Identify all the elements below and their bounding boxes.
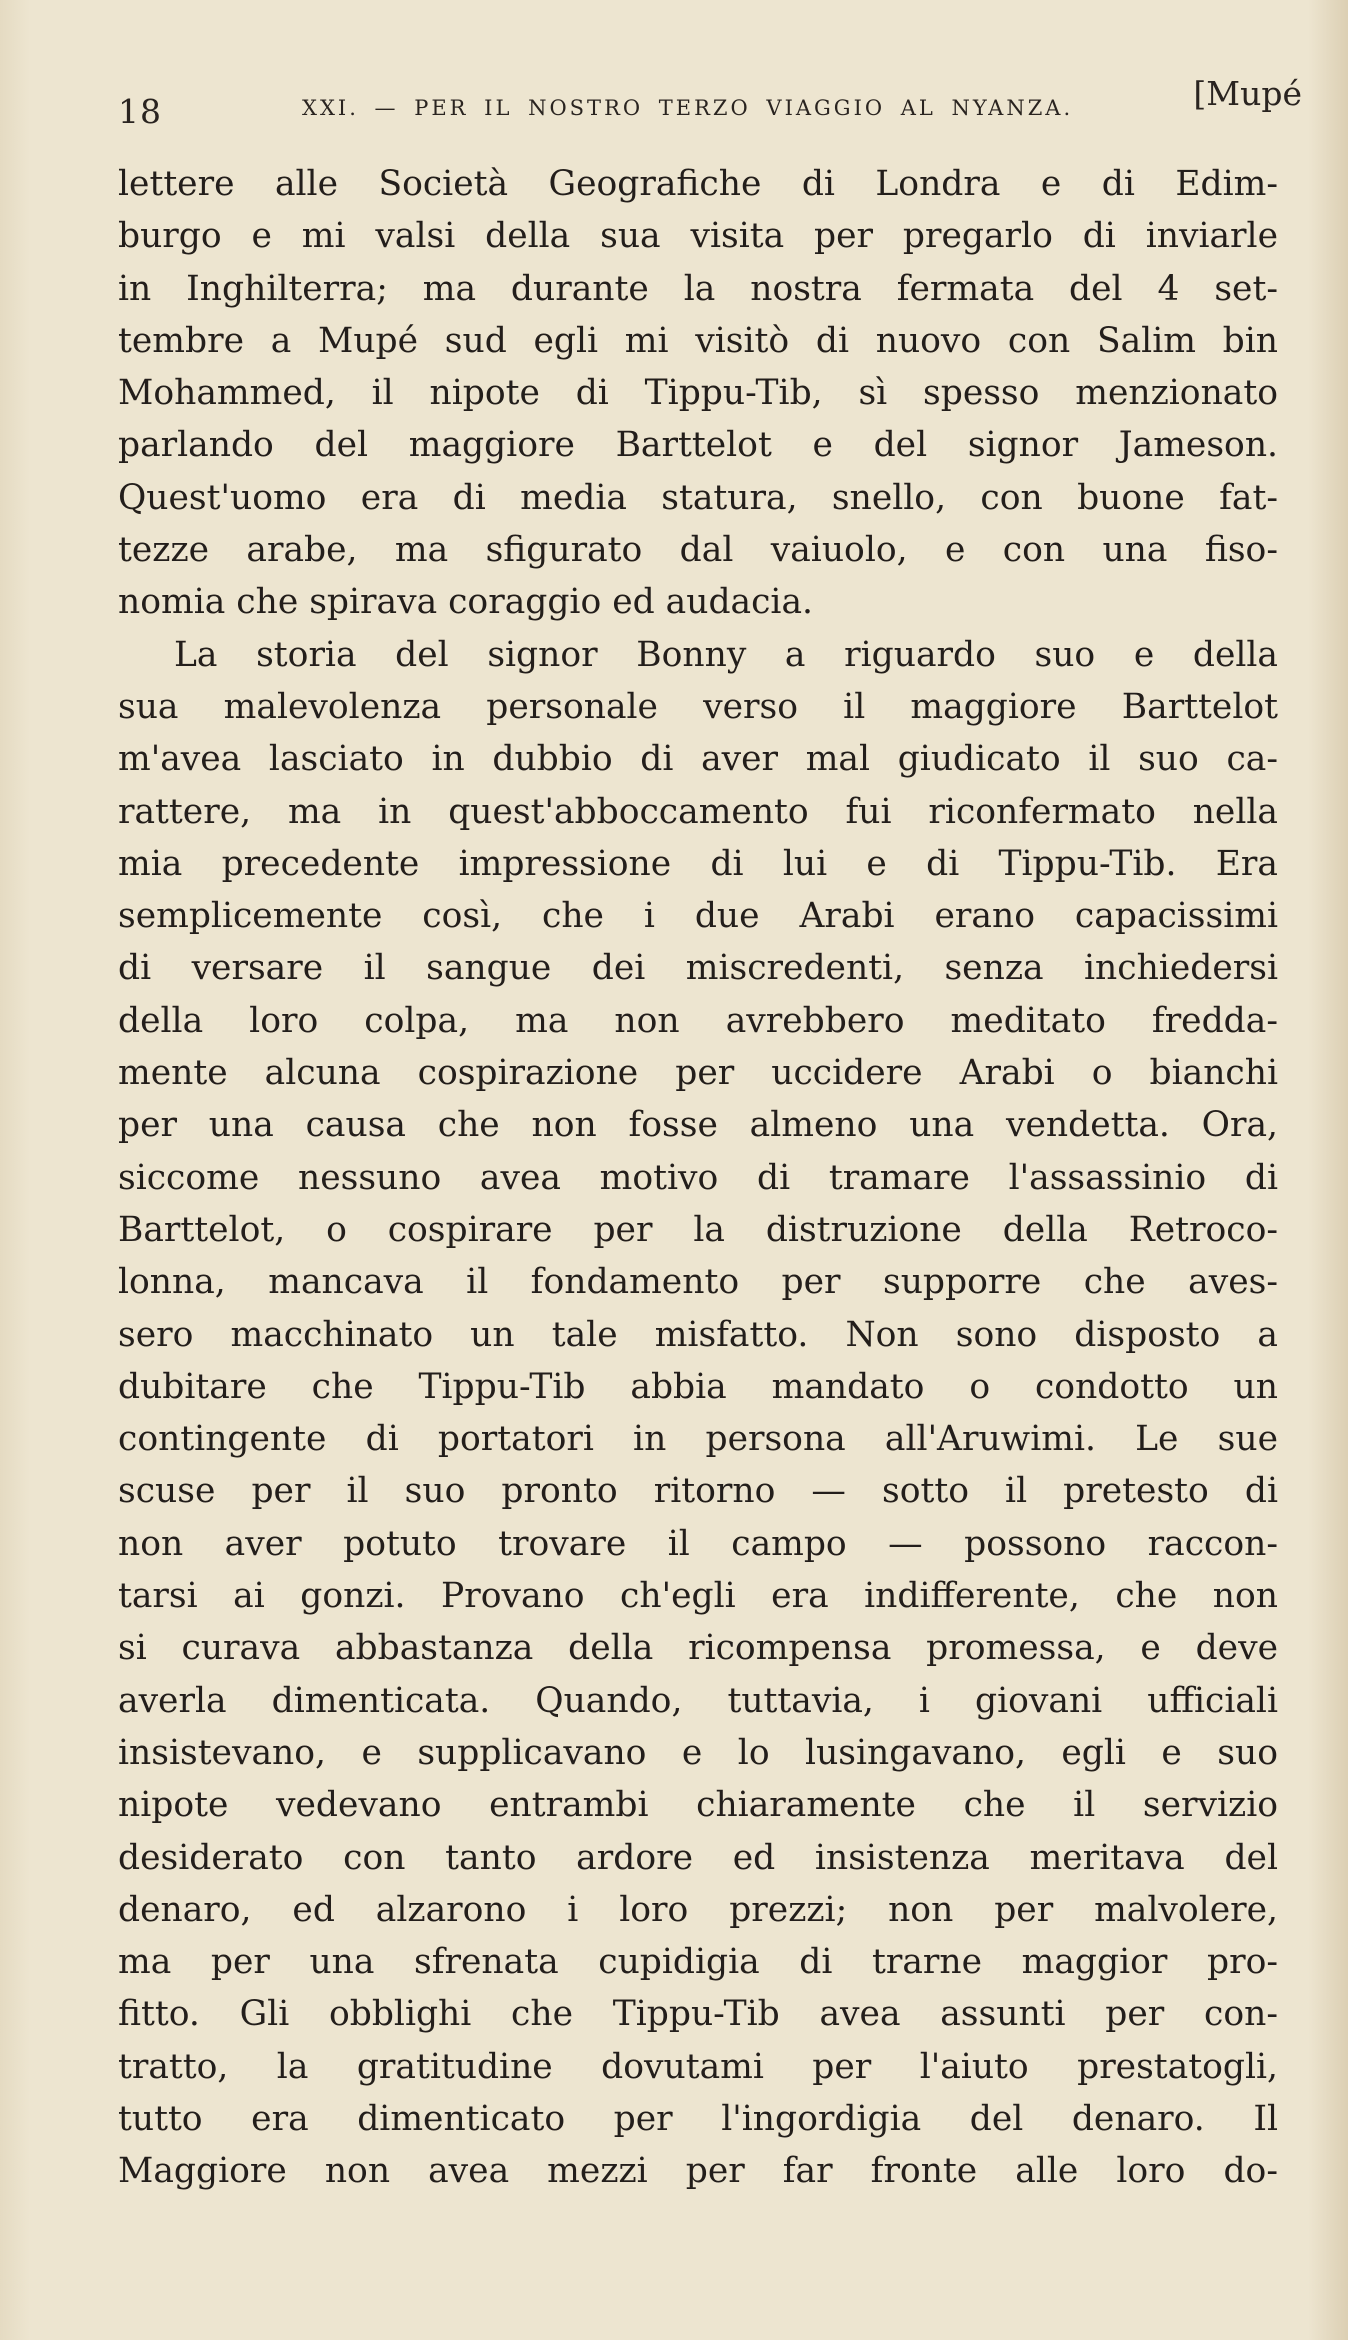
text-line: tratto, la gratitudine dovutami per l'aiuto prestatogli, — [118, 2046, 1278, 2087]
paragraph-2 — [118, 629, 1278, 2198]
body-text — [118, 158, 1278, 2198]
text-line: desiderato con tanto ardore ed insistenza meritava del — [118, 1837, 1278, 1878]
text-line: nomia che spirava coraggio ed audacia. — [118, 582, 814, 623]
text-line: di versare il sangue dei miscredenti, senza inchiedersi — [118, 948, 1278, 989]
text-line: m'avea lasciato in dubbio di aver mal giudicato il suo ca- — [118, 739, 1278, 780]
text-line: della loro colpa, ma non avrebbero meditato fredda- — [118, 1000, 1278, 1041]
text-line: in Inghilterra; ma durante la nostra fermata del 4 set- — [118, 268, 1278, 309]
text-line: lonna, mancava il fondamento per supporre che aves- — [118, 1262, 1278, 1303]
text-line: tarsi ai gonzi. Provano ch'egli era indifferente, che non — [118, 1576, 1278, 1617]
text-line: insistevano, e supplicavano e lo lusingavano, egli e suo — [118, 1732, 1278, 1773]
text-line: per una causa che non fosse almeno una vendetta. Ora, — [118, 1105, 1278, 1146]
text-line: averla dimenticata. Quando, tuttavia, i giovani ufficiali — [118, 1680, 1278, 1721]
section-tag: [Mupé — [1193, 74, 1302, 113]
text-line: Quest'uomo era di media statura, snello, con buone fat- — [118, 477, 1278, 518]
text-line: contingente di portatori in persona all'Aruwimi. Le sue — [118, 1419, 1278, 1460]
text-line: Mohammed, il nipote di Tippu-Tib, sì spesso menzionato — [118, 373, 1278, 414]
page-number: 18 — [118, 92, 162, 131]
text-line: semplicemente così, che i due Arabi erano capacissimi — [118, 896, 1278, 937]
text-line: sero macchinato un tale misfatto. Non sono disposto a — [118, 1314, 1278, 1355]
paragraph-1 — [118, 158, 1278, 629]
text-line: tembre a Mupé sud egli mi visitò di nuovo con Salim bin — [118, 320, 1278, 361]
text-line: mente alcuna cospirazione per uccidere Arabi o bianchi — [118, 1053, 1278, 1094]
text-line: parlando del maggiore Barttelot e del signor Jameson. — [118, 425, 1278, 466]
text-line: tutto era dimenticato per l'ingordigia del denaro. Il — [118, 2098, 1278, 2139]
text-line: sua malevolenza personale verso il maggiore Barttelot — [118, 686, 1278, 727]
text-line: si curava abbastanza della ricompensa promessa, e deve — [118, 1628, 1278, 1669]
text-line: lettere alle Società Geografiche di Londra e di Edim- — [118, 164, 1278, 204]
running-head: XXI. — PER IL NOSTRO TERZO VIAGGIO AL NYANZA. — [302, 96, 1074, 120]
text-line: burgo e mi valsi della sua visita per pregarlo di inviarle — [118, 216, 1278, 257]
text-line: tezze arabe, ma sfigurato dal vaiuolo, e con una fiso- — [118, 530, 1278, 571]
text-line: ma per una sfrenata cupidigia di trarne maggior pro- — [118, 1942, 1278, 1983]
text-line: nipote vedevano entrambi chiaramente che il servizio — [118, 1785, 1278, 1826]
text-line: La storia del signor Bonny a riguardo suo e della — [174, 634, 1278, 675]
text-line: mia precedente impressione di lui e di Tippu-Tib. Era — [118, 843, 1278, 884]
text-line: dubitare che Tippu-Tib abbia mandato o condotto un — [118, 1366, 1278, 1407]
text-line: Maggiore non avea mezzi per far fronte alle loro do- — [118, 2151, 1278, 2192]
text-line: rattere, ma in quest'abboccamento fui riconfermato nella — [118, 791, 1278, 832]
text-line: Barttelot, o cospirare per la distruzione della Retroco- — [118, 1209, 1278, 1250]
text-line: fitto. Gli obblighi che Tippu-Tib avea assunti per con- — [118, 1994, 1278, 2035]
page-header — [112, 74, 1302, 134]
text-line: scuse per il suo pronto ritorno — sotto il pretesto di — [118, 1471, 1278, 1512]
text-line: non aver potuto trovare il campo — possono raccon- — [118, 1523, 1278, 1564]
text-line: siccome nessuno avea motivo di tramare l'assassinio di — [118, 1157, 1278, 1198]
text-line: denaro, ed alzarono i loro prezzi; non per malvolere, — [118, 1889, 1278, 1930]
